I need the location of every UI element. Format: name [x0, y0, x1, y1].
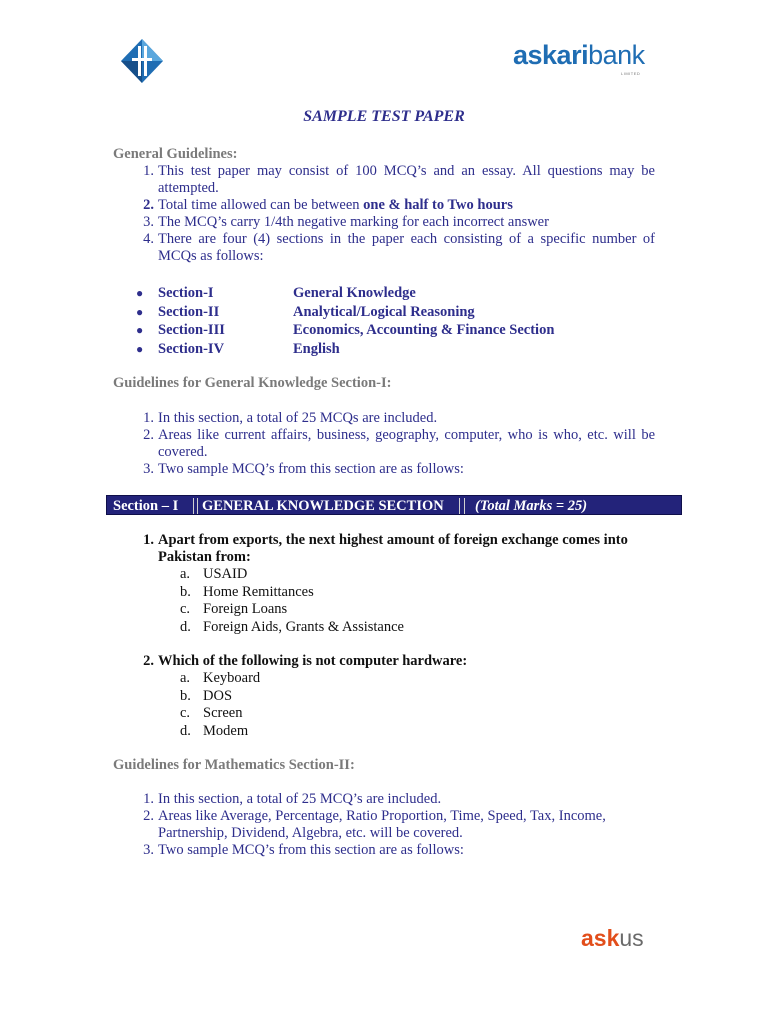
option-text: USAID — [203, 566, 248, 582]
option-text: Home Remittances — [203, 583, 314, 600]
list-item — [143, 791, 638, 808]
option-item — [180, 583, 658, 602]
section-desc: Analytical/Logical Reasoning — [293, 303, 475, 320]
list-number: 3. — [143, 214, 154, 230]
list-item — [143, 163, 655, 197]
option-item — [180, 601, 658, 619]
option-item — [180, 687, 658, 706]
math-guidelines-heading: Guidelines for Mathematics Section-II: — [113, 757, 355, 773]
section-desc: English — [293, 340, 340, 357]
section-name: Section-IV — [158, 340, 225, 357]
list-number: 3. — [143, 842, 154, 858]
list-number: 1. — [143, 410, 154, 426]
list-item — [143, 410, 655, 427]
list-number: 1. — [143, 163, 154, 179]
section-desc: General Knowledge — [293, 285, 416, 301]
list-text: There are four (4) sections in the paper each consisting of a specific number of MCQs as follows: — [158, 231, 655, 264]
math-guidelines-list — [143, 791, 638, 859]
page-title: SAMPLE TEST PAPER — [303, 108, 465, 125]
brand-light-text: bank — [588, 40, 645, 70]
option-letter: d. — [180, 618, 191, 635]
list-item — [143, 231, 655, 265]
option-letter: b. — [180, 687, 191, 704]
list-text: Two sample MCQ’s from this section are as follows: — [158, 842, 464, 858]
brand-sub-text: LIMITED — [621, 71, 641, 76]
option-letter: b. — [180, 583, 191, 600]
option-text: Screen — [203, 705, 243, 721]
list-item — [143, 427, 655, 461]
section-bar-marks: (Total Marks = 25) — [475, 498, 588, 514]
askus-logo — [581, 925, 644, 952]
section-bar-title: GENERAL KNOWLEDGE SECTION — [202, 498, 444, 514]
option-letter: a. — [180, 670, 191, 686]
askari-emblem-logo — [120, 38, 164, 84]
list-number: 4. — [143, 231, 154, 247]
option-letter: a. — [180, 566, 191, 582]
question-1 — [143, 532, 658, 636]
list-text: This test paper may consist of 100 MCQ’s and an essay. All questions may be attempted. — [158, 163, 655, 196]
section-name: Section-III — [158, 322, 225, 338]
list-item — [143, 842, 638, 859]
section-bar-label: Section – I — [113, 498, 179, 514]
option-letter: c. — [180, 601, 191, 617]
option-item — [180, 722, 658, 741]
option-text: Foreign Loans — [203, 601, 288, 617]
option-item — [180, 705, 658, 723]
list-item — [143, 461, 655, 478]
list-number: 3. — [143, 461, 154, 477]
bar-divider — [193, 498, 194, 514]
list-item — [136, 303, 658, 322]
list-text: In this section, a total of 25 MCQs are included. — [158, 410, 438, 426]
list-text: Two sample MCQ’s from this section are as follows: — [158, 461, 464, 477]
list-text: In this section, a total of 25 MCQ’s are included. — [158, 791, 442, 807]
gk-guidelines-list — [143, 410, 655, 478]
question-2 — [143, 653, 658, 740]
list-text: Areas like current affairs, business, geography, computer, who is who, etc. will be covered. — [158, 427, 655, 460]
question-number: 2. — [143, 653, 154, 669]
option-text: DOS — [203, 687, 233, 704]
list-item — [143, 214, 655, 231]
list-text-bold: one & half to Two hours — [363, 197, 513, 213]
bullet-icon: ● — [136, 286, 144, 300]
option-letter: c. — [180, 705, 191, 721]
list-item — [136, 284, 658, 303]
list-text: The MCQ’s carry 1/4th negative marking for each incorrect answer — [158, 214, 549, 230]
gk-guidelines-heading: Guidelines for General Knowledge Section-I: — [113, 375, 392, 391]
bullet-icon: ● — [136, 304, 144, 319]
option-text: Keyboard — [203, 670, 261, 686]
list-number: 1. — [143, 791, 154, 807]
askus-brand-b: us — [619, 925, 644, 951]
general-guidelines-heading: General Guidelines: — [113, 146, 238, 162]
list-number: 2. — [143, 808, 154, 824]
list-text: Areas like Average, Percentage, Ratio Proportion, Time, Speed, Tax, Income, Partnership, Dividend, Algebra, etc. will be covered. — [158, 808, 606, 841]
list-item — [136, 340, 658, 359]
section-name: Section-II — [158, 303, 220, 320]
bullet-icon: ● — [136, 341, 144, 356]
option-letter: d. — [180, 722, 191, 739]
section-name: Section-I — [158, 285, 214, 301]
bar-divider — [459, 498, 460, 514]
brand-bold-text: askari — [513, 40, 589, 70]
option-item — [180, 618, 658, 637]
option-item — [180, 670, 658, 688]
list-item — [143, 197, 655, 214]
option-text: Foreign Aids, Grants & Assistance — [203, 618, 404, 635]
question-text: Apart from exports, the next highest amount of foreign exchange comes into Pakistan from: — [158, 532, 628, 565]
sections-bullet-list — [136, 284, 658, 358]
option-item — [180, 566, 658, 584]
list-item — [136, 321, 658, 340]
general-guidelines-list — [143, 163, 655, 265]
bullet-icon: ● — [136, 323, 144, 337]
list-number: 2. — [143, 197, 154, 213]
list-item — [143, 808, 638, 842]
bar-divider — [197, 498, 198, 514]
question-text: Which of the following is not computer hardware: — [158, 653, 468, 669]
list-text: Total time allowed can be between — [158, 197, 364, 213]
askus-brand-a: ask — [581, 925, 620, 951]
section-header-bar — [106, 495, 682, 515]
question-number: 1. — [143, 532, 154, 548]
list-number: 2. — [143, 427, 154, 443]
section-desc: Economics, Accounting & Finance Section — [293, 322, 555, 338]
bar-divider — [464, 498, 465, 514]
askari-bank-logo — [513, 40, 645, 76]
option-text: Modem — [203, 722, 249, 739]
